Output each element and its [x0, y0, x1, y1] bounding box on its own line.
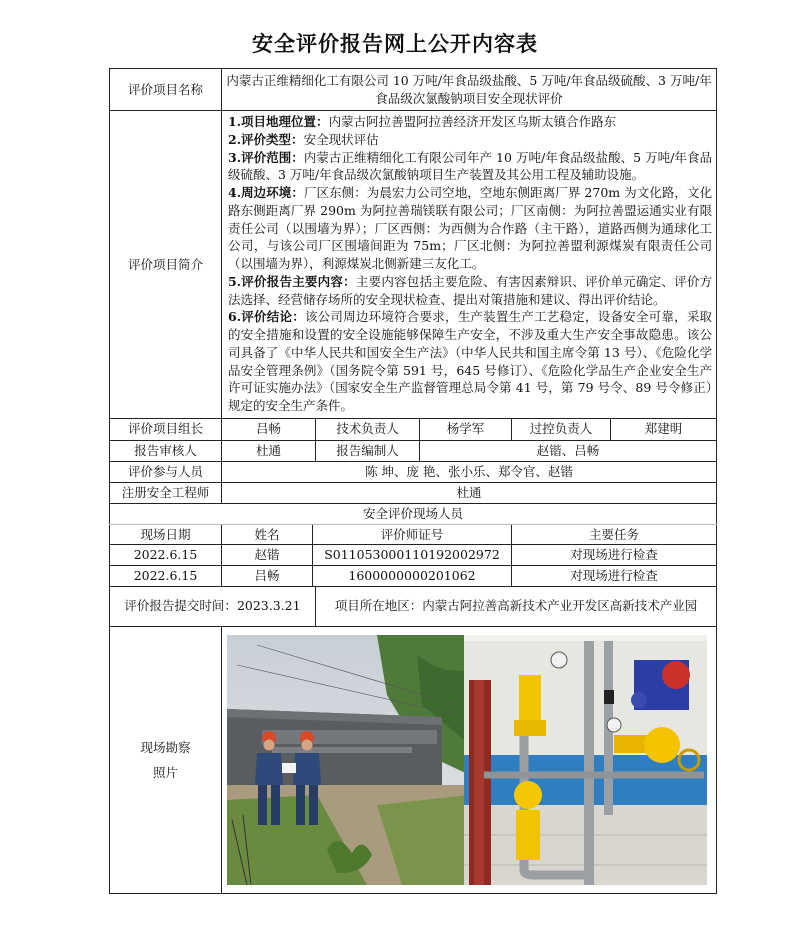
intro-item: 2.评价类型：安全现状评估 [228, 131, 379, 147]
onsite-heading: 安全评价现场人员 [110, 503, 717, 524]
photo-label [110, 626, 222, 893]
reviewer-value: 杜通 [222, 440, 316, 461]
onsite-header: 评价师证号 [313, 524, 512, 545]
onsite-name: 赵锴 [222, 545, 313, 566]
info-table [109, 68, 717, 894]
participants-label: 评价参与人员 [110, 461, 222, 482]
tech-label: 技术负责人 [316, 418, 420, 440]
submit-date: 2023.3.21 [236, 598, 301, 614]
onsite-task: 对现场进行检查 [512, 566, 717, 587]
intro-label: 评价项目简介 [110, 111, 222, 419]
site-gate-photo [227, 635, 464, 885]
onsite-date: 2022.6.15 [110, 566, 222, 587]
onsite-task: 对现场进行检查 [512, 545, 717, 566]
intro-item: 5.评价报告主要内容：主要内容包括主要危险、有害因素辩识、评价单元确定、评价方法选择、经营储存场所的安全现状检查、提出对策措施和建议、得出评价结论。 [228, 273, 713, 307]
page-title: 安全评价报告网上公开内容表 [252, 31, 538, 56]
onsite-cert: 1600000000201062 [313, 566, 512, 587]
onsite-header: 现场日期 [110, 524, 222, 545]
onsite-header: 姓名 [222, 524, 313, 545]
table-row [110, 566, 717, 587]
project-name: 内蒙古正维精细化工有限公司 10 万吨/年食品级盐酸、5 万吨/年食品级硫酸、3 万吨/年食品级次氯酸钠项目安全现状评价 [222, 69, 717, 111]
onsite-date: 2022.6.15 [110, 545, 222, 566]
intro-item: 3.评价范围：内蒙古正维精细化工有限公司年产 10 万吨/年食品级盐酸、5 万吨/年食品级硫酸、3 万吨/年食品级次氯酸钠项目生产装置及其公用工程及辅助设施。 [228, 149, 713, 183]
leader-label: 评价项目组长 [110, 418, 222, 440]
process-value: 郑建明 [611, 418, 717, 440]
valve-equipment-photo [464, 635, 707, 885]
photo-label-1: 现场勘察 [140, 739, 191, 755]
project-location: 项目所在地区：内蒙古阿拉善高新技术产业开发区高新技术产业园 [316, 586, 717, 626]
photo-area [222, 626, 717, 893]
reviewer-label: 报告审核人 [110, 440, 222, 461]
engineer-value: 杜通 [222, 482, 717, 503]
writer-value: 赵锴、吕畅 [420, 440, 717, 461]
onsite-header: 主要任务 [512, 524, 717, 545]
photo-label-2: 照片 [152, 764, 178, 780]
intro-content [222, 111, 717, 419]
intro-item: 4.周边环境：厂区东侧：为晨宏力公司空地，空地东侧距离厂界 270m 为文化路，文化路东侧距离厂界 290m 为阿拉善瑞镁联有限公司；厂区南侧：为阿拉善盟运通实业有限责任公司（以围墙为界）；厂区西侧：为西侧为合作路（主干路），道路西侧为通球化工公司，与该公司厂区围墙间距为 75m；厂区北侧：为阿拉善盟利源煤炭有限责任公司（以围墙为界），利源煤炭北侧新建三友化工。 [228, 185, 713, 271]
tech-value: 杨学军 [420, 418, 512, 440]
intro-item: 1.项目地理位置：内蒙古阿拉善盟阿拉善经济开发区乌斯太镇合作路东 [228, 114, 617, 129]
onsite-name: 吕畅 [222, 566, 313, 587]
onsite-cert: S011053000110192002972 [313, 545, 512, 566]
writer-label: 报告编制人 [316, 440, 420, 461]
submit-label: 评价报告提交时间： [124, 598, 237, 614]
project-name-label: 评价项目名称 [110, 69, 222, 111]
submit-time [110, 586, 316, 626]
leader-value: 吕畅 [222, 418, 316, 440]
engineer-label: 注册安全工程师 [110, 482, 222, 503]
participants-value: 陈 坤、庞 艳、张小乐、郑令官、赵锴 [222, 461, 717, 482]
table-row [110, 545, 717, 566]
intro-item: 6.评价结论：该公司周边环境符合要求，生产装置生产工艺稳定，设备安全可靠，采取的安全措施和设置的安全设施能够保障生产安全，不涉及重大生产安全事故隐患。该公司具备了《中华人民共和国安全生产法》（中华人民共和国主席令第 13 号）、《危险化学品安全管理条例》（国务院令第 591 号，645 号修订）、《危险化学品生产企业安全生产许可证实施办法》（国家安全生产监督管理总局令第 41 号，第 79 号令、89 号令修正）规定的安全生产条件。 [228, 309, 713, 413]
process-label: 过控负责人 [512, 418, 611, 440]
